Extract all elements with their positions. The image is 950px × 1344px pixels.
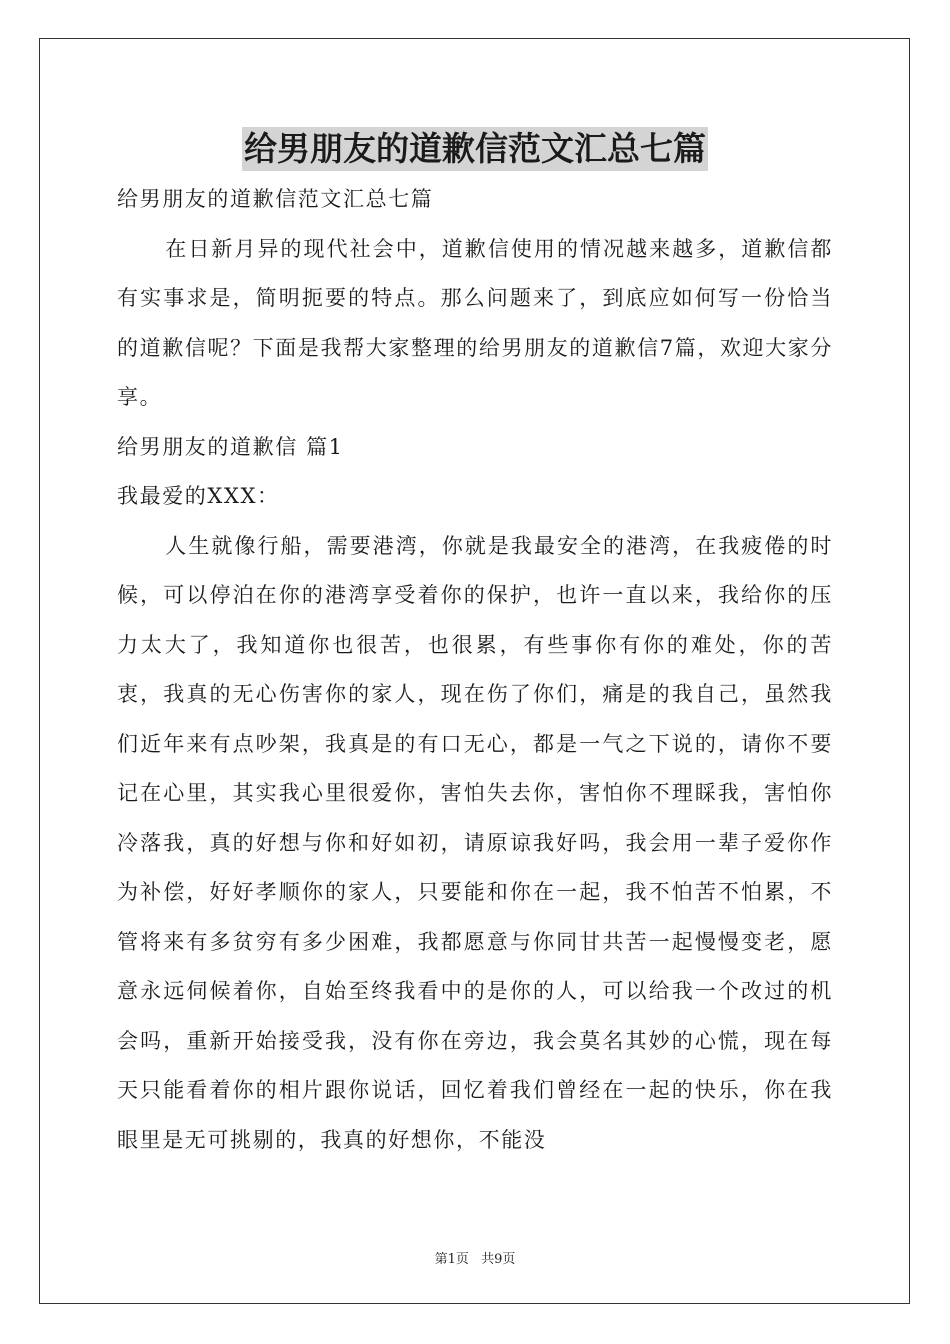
document-body bbox=[117, 175, 833, 1165]
letter-body-paragraph: 人生就像行船，需要港湾，你就是我最安全的港湾，在我疲倦的时候，可以停泊在你的港湾享受着你的保护，也许一直以来，我给你的压力太大了，我知道你也很苦，也很累，有些事你有你的难处，你的苦衷，我真的无心伤害你的家人，现在伤了你们，痛是的我自己，虽然我们近年来有点吵架，我真是的有口无心，都是一气之下说的，请你不要记在心里，其实我心里很爱你，害怕失去你，害怕你不理睬我，害怕你冷落我，真的好想与你和好如初，请原谅我好吗，我会用一辈子爱你作为补偿，好好孝顺你的家人，只要能和你在一起，我不怕苦不怕累，不管将来有多贫穷有多少困难，我都愿意与你同甘共苦一起慢慢变老，愿意永远伺候着你，自始至终我看中的是你的人，可以给我一个改过的机会吗，重新开始接受我，没有你在旁边，我会莫名其妙的心慌，现在每天只能看着你的相片跟你说话，回忆着我们曾经在一起的快乐，你在我眼里是无可挑剔的，我真的好想你，不能没 bbox=[117, 533, 833, 1152]
section-heading: 给男朋友的道歉信 篇1 bbox=[117, 434, 344, 459]
document-subtitle: 给男朋友的道歉信范文汇总七篇 bbox=[117, 187, 434, 211]
document-title: 给男朋友的道歉信范文汇总七篇 bbox=[242, 127, 708, 171]
page-number-current: 第1页 bbox=[434, 1252, 469, 1267]
page-footer bbox=[0, 1248, 950, 1267]
intro-paragraph: 在日新月异的现代社会中，道歉信使用的情况越来越多，道歉信都有实事求是，简明扼要的特点。那么问题来了，到底应如何写一份恰当的道歉信呢？下面是我帮大家整理的给男朋友的道歉信7篇，欢迎大家分享。 bbox=[117, 236, 833, 409]
page-number-total: 共9页 bbox=[481, 1252, 516, 1267]
salutation: 我最爱的XXX： bbox=[117, 484, 280, 508]
title-container bbox=[0, 127, 950, 171]
